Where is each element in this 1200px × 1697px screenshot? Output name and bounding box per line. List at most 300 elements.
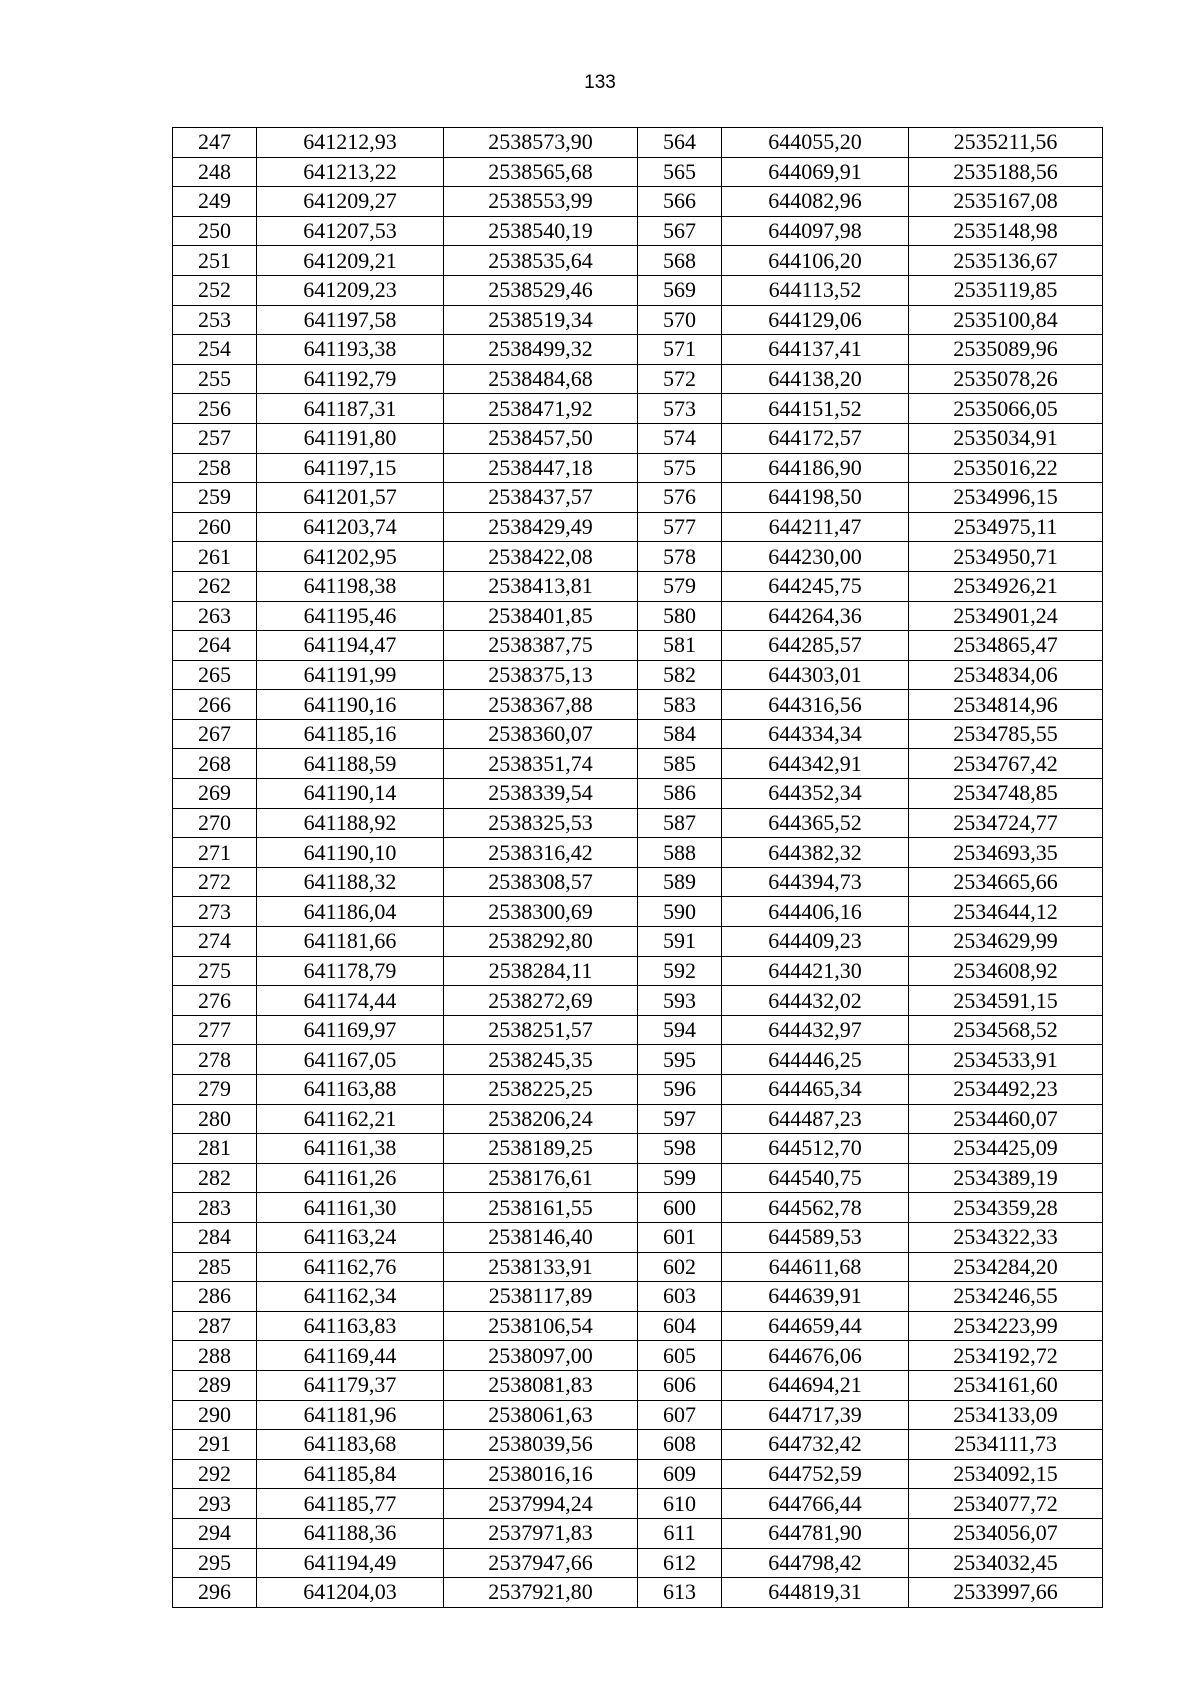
point-number-left-cell: 280	[173, 1104, 257, 1134]
x-coordinate-right-cell: 644446,25	[722, 1045, 909, 1075]
x-coordinate-right-cell: 644752,59	[722, 1459, 909, 1489]
page-number: 133	[584, 72, 616, 93]
point-number-right-cell: 587	[638, 808, 722, 838]
point-number-left-cell: 249	[173, 187, 257, 217]
x-coordinate-right-cell: 644611,68	[722, 1252, 909, 1282]
table-row	[173, 305, 1103, 335]
x-coordinate-right-cell: 644113,52	[722, 275, 909, 305]
y-coordinate-right-cell: 2534665,66	[909, 867, 1103, 897]
y-coordinate-left-cell: 2538300,69	[444, 897, 638, 927]
y-coordinate-right-cell: 2535016,22	[909, 453, 1103, 483]
y-coordinate-left-cell: 2537921,80	[444, 1578, 638, 1608]
x-coordinate-left-cell: 641204,03	[257, 1578, 444, 1608]
y-coordinate-right-cell: 2534629,99	[909, 927, 1103, 957]
point-number-left-cell: 284	[173, 1222, 257, 1252]
point-number-right-cell: 600	[638, 1193, 722, 1223]
y-coordinate-left-cell: 2538189,25	[444, 1134, 638, 1164]
y-coordinate-left-cell: 2538308,57	[444, 867, 638, 897]
point-number-right-cell: 613	[638, 1578, 722, 1608]
point-number-right-cell: 569	[638, 275, 722, 305]
point-number-right-cell: 609	[638, 1459, 722, 1489]
y-coordinate-left-cell: 2538106,54	[444, 1311, 638, 1341]
point-number-left-cell: 295	[173, 1548, 257, 1578]
y-coordinate-right-cell: 2534359,28	[909, 1193, 1103, 1223]
table-row	[173, 275, 1103, 305]
point-number-left-cell: 256	[173, 394, 257, 424]
y-coordinate-left-cell: 2538499,32	[444, 335, 638, 365]
x-coordinate-right-cell: 644487,23	[722, 1104, 909, 1134]
x-coordinate-left-cell: 641201,57	[257, 483, 444, 513]
y-coordinate-left-cell: 2538325,53	[444, 808, 638, 838]
point-number-right-cell: 591	[638, 927, 722, 957]
x-coordinate-right-cell: 644352,34	[722, 779, 909, 809]
y-coordinate-right-cell: 2534901,24	[909, 601, 1103, 631]
point-number-right-cell: 572	[638, 364, 722, 394]
y-coordinate-left-cell: 2538292,80	[444, 927, 638, 957]
point-number-right-cell: 564	[638, 128, 722, 158]
point-number-left-cell: 264	[173, 631, 257, 661]
table-row	[173, 808, 1103, 838]
x-coordinate-left-cell: 641167,05	[257, 1045, 444, 1075]
x-coordinate-left-cell: 641195,46	[257, 601, 444, 631]
table-row	[173, 838, 1103, 868]
point-number-left-cell: 270	[173, 808, 257, 838]
y-coordinate-left-cell: 2538016,16	[444, 1459, 638, 1489]
y-coordinate-left-cell: 2538413,81	[444, 571, 638, 601]
table-row	[173, 927, 1103, 957]
point-number-right-cell: 601	[638, 1222, 722, 1252]
y-coordinate-left-cell: 2538176,61	[444, 1163, 638, 1193]
y-coordinate-right-cell: 2534724,77	[909, 808, 1103, 838]
point-number-right-cell: 589	[638, 867, 722, 897]
y-coordinate-right-cell: 2534133,09	[909, 1400, 1103, 1430]
point-number-left-cell: 288	[173, 1341, 257, 1371]
table-row	[173, 246, 1103, 276]
x-coordinate-left-cell: 641183,68	[257, 1430, 444, 1460]
table-row	[173, 1341, 1103, 1371]
point-number-left-cell: 266	[173, 690, 257, 720]
y-coordinate-left-cell: 2538401,85	[444, 601, 638, 631]
y-coordinate-left-cell: 2538339,54	[444, 779, 638, 809]
y-coordinate-right-cell: 2534192,72	[909, 1341, 1103, 1371]
y-coordinate-right-cell: 2534996,15	[909, 483, 1103, 513]
point-number-right-cell: 608	[638, 1430, 722, 1460]
point-number-right-cell: 607	[638, 1400, 722, 1430]
point-number-left-cell: 260	[173, 512, 257, 542]
y-coordinate-left-cell: 2538146,40	[444, 1222, 638, 1252]
y-coordinate-left-cell: 2538117,89	[444, 1282, 638, 1312]
y-coordinate-right-cell: 2535136,67	[909, 246, 1103, 276]
y-coordinate-left-cell: 2538540,19	[444, 216, 638, 246]
x-coordinate-left-cell: 641185,16	[257, 719, 444, 749]
table-row	[173, 631, 1103, 661]
point-number-right-cell: 584	[638, 719, 722, 749]
x-coordinate-left-cell: 641190,16	[257, 690, 444, 720]
table-row	[173, 216, 1103, 246]
y-coordinate-left-cell: 2538133,91	[444, 1252, 638, 1282]
x-coordinate-left-cell: 641194,49	[257, 1548, 444, 1578]
point-number-left-cell: 285	[173, 1252, 257, 1282]
point-number-right-cell: 596	[638, 1075, 722, 1105]
y-coordinate-right-cell: 2534834,06	[909, 660, 1103, 690]
x-coordinate-left-cell: 641186,04	[257, 897, 444, 927]
point-number-right-cell: 574	[638, 423, 722, 453]
y-coordinate-right-cell: 2534644,12	[909, 897, 1103, 927]
x-coordinate-left-cell: 641192,79	[257, 364, 444, 394]
table-row	[173, 1489, 1103, 1519]
x-coordinate-left-cell: 641188,36	[257, 1518, 444, 1548]
y-coordinate-left-cell: 2538519,34	[444, 305, 638, 335]
y-coordinate-left-cell: 2537994,24	[444, 1489, 638, 1519]
y-coordinate-left-cell: 2537947,66	[444, 1548, 638, 1578]
y-coordinate-left-cell: 2538375,13	[444, 660, 638, 690]
table-row	[173, 1193, 1103, 1223]
y-coordinate-left-cell: 2538360,07	[444, 719, 638, 749]
y-coordinate-right-cell: 2534767,42	[909, 749, 1103, 779]
y-coordinate-left-cell: 2538367,88	[444, 690, 638, 720]
x-coordinate-right-cell: 644285,57	[722, 631, 909, 661]
point-number-right-cell: 603	[638, 1282, 722, 1312]
y-coordinate-right-cell: 2534748,85	[909, 779, 1103, 809]
y-coordinate-left-cell: 2538225,25	[444, 1075, 638, 1105]
x-coordinate-left-cell: 641162,21	[257, 1104, 444, 1134]
point-number-right-cell: 611	[638, 1518, 722, 1548]
x-coordinate-left-cell: 641169,97	[257, 1015, 444, 1045]
y-coordinate-right-cell: 2534246,55	[909, 1282, 1103, 1312]
x-coordinate-left-cell: 641188,32	[257, 867, 444, 897]
point-number-left-cell: 251	[173, 246, 257, 276]
point-number-right-cell: 571	[638, 335, 722, 365]
y-coordinate-right-cell: 2535066,05	[909, 394, 1103, 424]
x-coordinate-right-cell: 644465,34	[722, 1075, 909, 1105]
y-coordinate-right-cell: 2534389,19	[909, 1163, 1103, 1193]
y-coordinate-left-cell: 2538529,46	[444, 275, 638, 305]
table-row	[173, 1045, 1103, 1075]
point-number-left-cell: 292	[173, 1459, 257, 1489]
y-coordinate-right-cell: 2534460,07	[909, 1104, 1103, 1134]
x-coordinate-right-cell: 644198,50	[722, 483, 909, 513]
x-coordinate-right-cell: 644766,44	[722, 1489, 909, 1519]
table-row	[173, 1370, 1103, 1400]
table-row	[173, 512, 1103, 542]
x-coordinate-left-cell: 641209,23	[257, 275, 444, 305]
point-number-right-cell: 588	[638, 838, 722, 868]
y-coordinate-left-cell: 2538573,90	[444, 128, 638, 158]
x-coordinate-left-cell: 641161,26	[257, 1163, 444, 1193]
x-coordinate-right-cell: 644365,52	[722, 808, 909, 838]
point-number-left-cell: 271	[173, 838, 257, 868]
y-coordinate-right-cell: 2535078,26	[909, 364, 1103, 394]
table-row	[173, 1578, 1103, 1608]
x-coordinate-right-cell: 644245,75	[722, 571, 909, 601]
x-coordinate-left-cell: 641191,99	[257, 660, 444, 690]
table-row	[173, 1075, 1103, 1105]
table-row	[173, 364, 1103, 394]
point-number-right-cell: 595	[638, 1045, 722, 1075]
x-coordinate-right-cell: 644316,56	[722, 690, 909, 720]
x-coordinate-right-cell: 644512,70	[722, 1134, 909, 1164]
y-coordinate-left-cell: 2538039,56	[444, 1430, 638, 1460]
y-coordinate-right-cell: 2535211,56	[909, 128, 1103, 158]
table-row	[173, 1282, 1103, 1312]
point-number-right-cell: 576	[638, 483, 722, 513]
table-row	[173, 453, 1103, 483]
x-coordinate-right-cell: 644334,34	[722, 719, 909, 749]
x-coordinate-right-cell: 644137,41	[722, 335, 909, 365]
y-coordinate-left-cell: 2538206,24	[444, 1104, 638, 1134]
table-row	[173, 1459, 1103, 1489]
table-row	[173, 1163, 1103, 1193]
x-coordinate-left-cell: 641163,88	[257, 1075, 444, 1105]
point-number-right-cell: 604	[638, 1311, 722, 1341]
x-coordinate-left-cell: 641185,77	[257, 1489, 444, 1519]
x-coordinate-right-cell: 644432,02	[722, 986, 909, 1016]
table-row	[173, 1400, 1103, 1430]
x-coordinate-left-cell: 641188,92	[257, 808, 444, 838]
x-coordinate-left-cell: 641203,74	[257, 512, 444, 542]
point-number-right-cell: 585	[638, 749, 722, 779]
y-coordinate-left-cell: 2538565,68	[444, 157, 638, 187]
table-row	[173, 483, 1103, 513]
y-coordinate-right-cell: 2534161,60	[909, 1370, 1103, 1400]
x-coordinate-left-cell: 641190,14	[257, 779, 444, 809]
y-coordinate-left-cell: 2537971,83	[444, 1518, 638, 1548]
point-number-right-cell: 567	[638, 216, 722, 246]
x-coordinate-right-cell: 644069,91	[722, 157, 909, 187]
x-coordinate-left-cell: 641161,38	[257, 1134, 444, 1164]
point-number-left-cell: 258	[173, 453, 257, 483]
x-coordinate-left-cell: 641187,31	[257, 394, 444, 424]
point-number-left-cell: 255	[173, 364, 257, 394]
x-coordinate-right-cell: 644230,00	[722, 542, 909, 572]
x-coordinate-right-cell: 644819,31	[722, 1578, 909, 1608]
y-coordinate-left-cell: 2538429,49	[444, 512, 638, 542]
point-number-right-cell: 594	[638, 1015, 722, 1045]
point-number-left-cell: 261	[173, 542, 257, 572]
x-coordinate-right-cell: 644798,42	[722, 1548, 909, 1578]
x-coordinate-left-cell: 641163,83	[257, 1311, 444, 1341]
point-number-right-cell: 599	[638, 1163, 722, 1193]
x-coordinate-right-cell: 644717,39	[722, 1400, 909, 1430]
table-row	[173, 897, 1103, 927]
point-number-left-cell: 276	[173, 986, 257, 1016]
y-coordinate-right-cell: 2534591,15	[909, 986, 1103, 1016]
y-coordinate-right-cell: 2534223,99	[909, 1311, 1103, 1341]
y-coordinate-left-cell: 2538061,63	[444, 1400, 638, 1430]
x-coordinate-right-cell: 644129,06	[722, 305, 909, 335]
table-row	[173, 128, 1103, 158]
point-number-right-cell: 575	[638, 453, 722, 483]
x-coordinate-right-cell: 644342,91	[722, 749, 909, 779]
x-coordinate-right-cell: 644264,36	[722, 601, 909, 631]
table-row	[173, 1548, 1103, 1578]
x-coordinate-left-cell: 641197,15	[257, 453, 444, 483]
point-number-right-cell: 612	[638, 1548, 722, 1578]
point-number-left-cell: 289	[173, 1370, 257, 1400]
x-coordinate-right-cell: 644421,30	[722, 956, 909, 986]
point-number-left-cell: 263	[173, 601, 257, 631]
point-number-left-cell: 296	[173, 1578, 257, 1608]
y-coordinate-right-cell: 2535188,56	[909, 157, 1103, 187]
point-number-right-cell: 597	[638, 1104, 722, 1134]
x-coordinate-left-cell: 641194,47	[257, 631, 444, 661]
y-coordinate-right-cell: 2534693,35	[909, 838, 1103, 868]
x-coordinate-left-cell: 641181,96	[257, 1400, 444, 1430]
point-number-right-cell: 606	[638, 1370, 722, 1400]
point-number-left-cell: 272	[173, 867, 257, 897]
point-number-left-cell: 262	[173, 571, 257, 601]
x-coordinate-right-cell: 644406,16	[722, 897, 909, 927]
point-number-left-cell: 273	[173, 897, 257, 927]
x-coordinate-right-cell: 644303,01	[722, 660, 909, 690]
x-coordinate-left-cell: 641209,27	[257, 187, 444, 217]
point-number-right-cell: 581	[638, 631, 722, 661]
point-number-right-cell: 610	[638, 1489, 722, 1519]
point-number-right-cell: 605	[638, 1341, 722, 1371]
y-coordinate-right-cell: 2533997,66	[909, 1578, 1103, 1608]
y-coordinate-left-cell: 2538535,64	[444, 246, 638, 276]
point-number-left-cell: 267	[173, 719, 257, 749]
x-coordinate-right-cell: 644639,91	[722, 1282, 909, 1312]
point-number-left-cell: 279	[173, 1075, 257, 1105]
y-coordinate-right-cell: 2534926,21	[909, 571, 1103, 601]
table-row	[173, 986, 1103, 1016]
x-coordinate-right-cell: 644540,75	[722, 1163, 909, 1193]
point-number-left-cell: 259	[173, 483, 257, 513]
x-coordinate-right-cell: 644676,06	[722, 1341, 909, 1371]
table-row	[173, 719, 1103, 749]
point-number-right-cell: 570	[638, 305, 722, 335]
x-coordinate-left-cell: 641163,24	[257, 1222, 444, 1252]
x-coordinate-left-cell: 641202,95	[257, 542, 444, 572]
table-row	[173, 749, 1103, 779]
table-row	[173, 542, 1103, 572]
table-row	[173, 956, 1103, 986]
point-number-left-cell: 247	[173, 128, 257, 158]
x-coordinate-right-cell: 644432,97	[722, 1015, 909, 1045]
x-coordinate-right-cell: 644138,20	[722, 364, 909, 394]
x-coordinate-right-cell: 644394,73	[722, 867, 909, 897]
y-coordinate-right-cell: 2534533,91	[909, 1045, 1103, 1075]
x-coordinate-right-cell: 644186,90	[722, 453, 909, 483]
x-coordinate-left-cell: 641178,79	[257, 956, 444, 986]
point-number-right-cell: 593	[638, 986, 722, 1016]
coordinates-table	[172, 127, 1103, 1608]
x-coordinate-right-cell: 644106,20	[722, 246, 909, 276]
x-coordinate-right-cell: 644732,42	[722, 1430, 909, 1460]
y-coordinate-left-cell: 2538081,83	[444, 1370, 638, 1400]
x-coordinate-left-cell: 641191,80	[257, 423, 444, 453]
x-coordinate-left-cell: 641209,21	[257, 246, 444, 276]
point-number-left-cell: 253	[173, 305, 257, 335]
point-number-right-cell: 573	[638, 394, 722, 424]
y-coordinate-left-cell: 2538161,55	[444, 1193, 638, 1223]
x-coordinate-left-cell: 641181,66	[257, 927, 444, 957]
x-coordinate-left-cell: 641198,38	[257, 571, 444, 601]
y-coordinate-left-cell: 2538097,00	[444, 1341, 638, 1371]
point-number-left-cell: 283	[173, 1193, 257, 1223]
y-coordinate-right-cell: 2534950,71	[909, 542, 1103, 572]
point-number-left-cell: 275	[173, 956, 257, 986]
x-coordinate-left-cell: 641190,10	[257, 838, 444, 868]
point-number-right-cell: 598	[638, 1134, 722, 1164]
x-coordinate-left-cell: 641169,44	[257, 1341, 444, 1371]
y-coordinate-right-cell: 2534111,73	[909, 1430, 1103, 1460]
table-row	[173, 601, 1103, 631]
y-coordinate-left-cell: 2538272,69	[444, 986, 638, 1016]
x-coordinate-left-cell: 641162,76	[257, 1252, 444, 1282]
y-coordinate-left-cell: 2538484,68	[444, 364, 638, 394]
point-number-left-cell: 269	[173, 779, 257, 809]
y-coordinate-right-cell: 2534322,33	[909, 1222, 1103, 1252]
y-coordinate-left-cell: 2538447,18	[444, 453, 638, 483]
table-row	[173, 660, 1103, 690]
y-coordinate-right-cell: 2534284,20	[909, 1252, 1103, 1282]
point-number-left-cell: 282	[173, 1163, 257, 1193]
point-number-right-cell: 592	[638, 956, 722, 986]
point-number-left-cell: 274	[173, 927, 257, 957]
y-coordinate-left-cell: 2538351,74	[444, 749, 638, 779]
x-coordinate-right-cell: 644562,78	[722, 1193, 909, 1223]
table-row	[173, 690, 1103, 720]
point-number-right-cell: 582	[638, 660, 722, 690]
x-coordinate-left-cell: 641162,34	[257, 1282, 444, 1312]
y-coordinate-right-cell: 2535167,08	[909, 187, 1103, 217]
x-coordinate-right-cell: 644659,44	[722, 1311, 909, 1341]
table-row	[173, 423, 1103, 453]
x-coordinate-left-cell: 641213,22	[257, 157, 444, 187]
table-row	[173, 335, 1103, 365]
y-coordinate-left-cell: 2538553,99	[444, 187, 638, 217]
x-coordinate-right-cell: 644211,47	[722, 512, 909, 542]
point-number-right-cell: 578	[638, 542, 722, 572]
table-row	[173, 394, 1103, 424]
point-number-left-cell: 291	[173, 1430, 257, 1460]
x-coordinate-right-cell: 644151,52	[722, 394, 909, 424]
x-coordinate-right-cell: 644097,98	[722, 216, 909, 246]
y-coordinate-right-cell: 2535148,98	[909, 216, 1103, 246]
point-number-left-cell: 278	[173, 1045, 257, 1075]
point-number-left-cell: 268	[173, 749, 257, 779]
table-row	[173, 779, 1103, 809]
table-row	[173, 1518, 1103, 1548]
y-coordinate-right-cell: 2535119,85	[909, 275, 1103, 305]
point-number-right-cell: 568	[638, 246, 722, 276]
table-row	[173, 1430, 1103, 1460]
table-row	[173, 1104, 1103, 1134]
x-coordinate-right-cell: 644409,23	[722, 927, 909, 957]
y-coordinate-left-cell: 2538316,42	[444, 838, 638, 868]
point-number-left-cell: 265	[173, 660, 257, 690]
y-coordinate-right-cell: 2534077,72	[909, 1489, 1103, 1519]
y-coordinate-right-cell: 2535034,91	[909, 423, 1103, 453]
table-row	[173, 187, 1103, 217]
point-number-right-cell: 577	[638, 512, 722, 542]
table-row	[173, 1252, 1103, 1282]
x-coordinate-right-cell: 644382,32	[722, 838, 909, 868]
y-coordinate-left-cell: 2538387,75	[444, 631, 638, 661]
point-number-left-cell: 254	[173, 335, 257, 365]
point-number-right-cell: 590	[638, 897, 722, 927]
y-coordinate-right-cell: 2534492,23	[909, 1075, 1103, 1105]
point-number-right-cell: 579	[638, 571, 722, 601]
x-coordinate-left-cell: 641197,58	[257, 305, 444, 335]
y-coordinate-left-cell: 2538471,92	[444, 394, 638, 424]
x-coordinate-right-cell: 644055,20	[722, 128, 909, 158]
x-coordinate-left-cell: 641212,93	[257, 128, 444, 158]
table-row	[173, 1222, 1103, 1252]
x-coordinate-left-cell: 641161,30	[257, 1193, 444, 1223]
